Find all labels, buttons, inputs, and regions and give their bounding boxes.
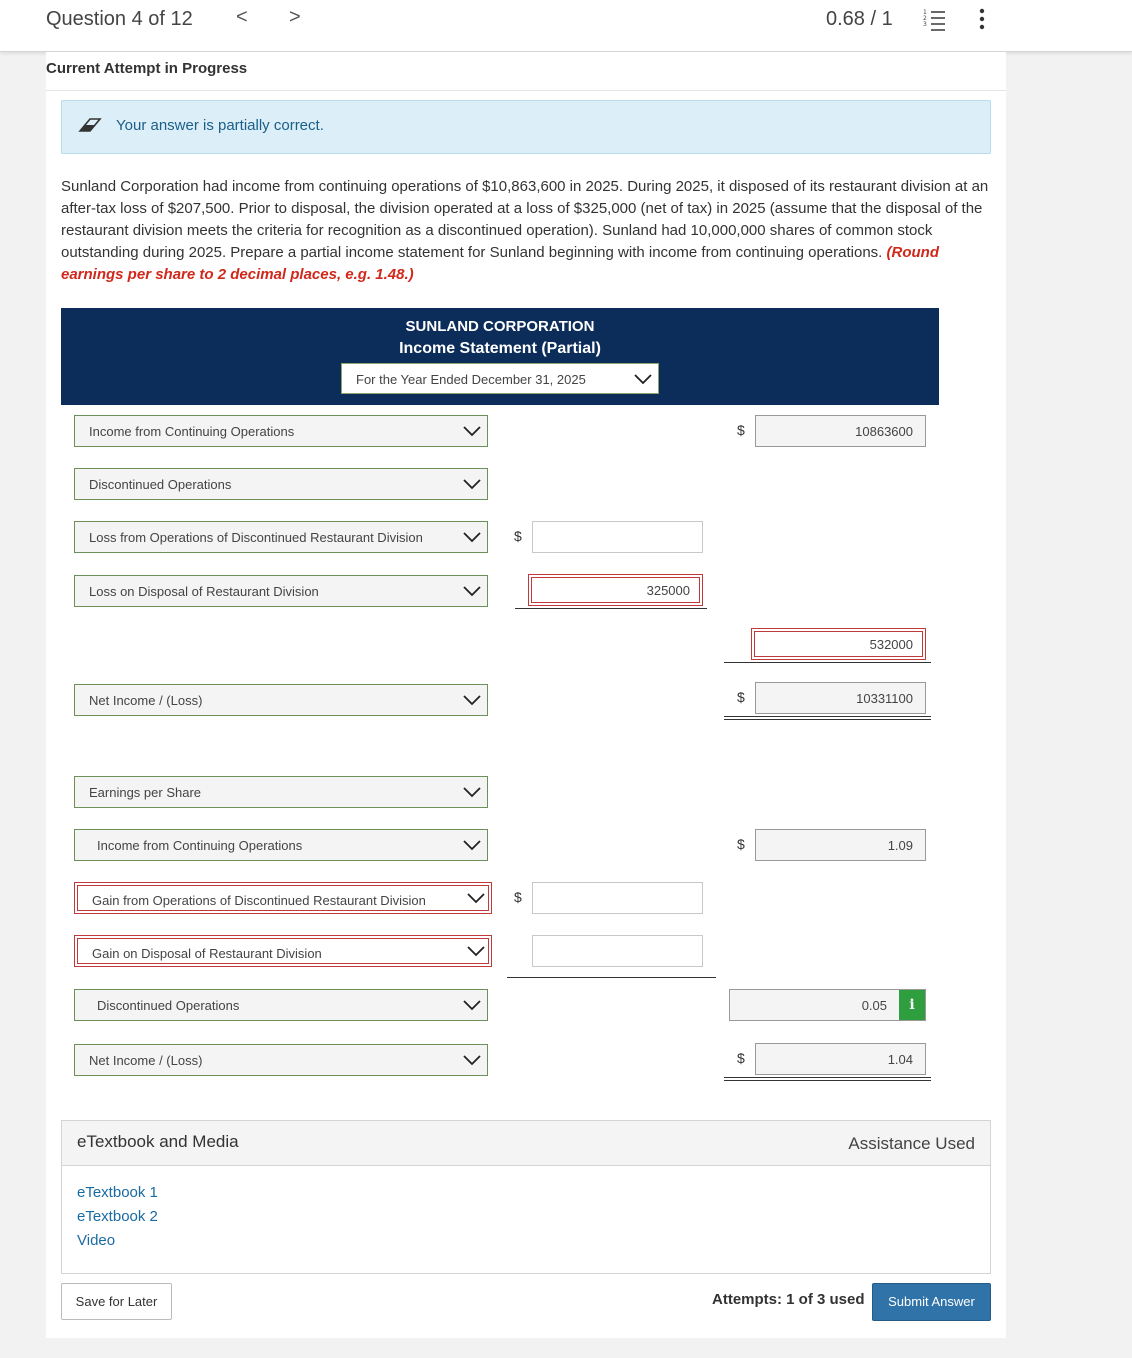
chevron-down-icon: [462, 997, 482, 1013]
row-label-text: Net Income / (Loss): [89, 693, 203, 708]
dollar-sign: $: [514, 528, 522, 544]
amount-input[interactable]: [755, 415, 926, 447]
row-label-text: Earnings per Share: [89, 785, 202, 800]
subtotal-underline: [515, 608, 707, 609]
rounding-note: (Round earnings per share to 2 decimal places, e.g. 1.48.): [61, 244, 939, 283]
amount-input[interactable]: [532, 521, 703, 553]
divider: [46, 90, 1006, 91]
info-icon[interactable]: i: [899, 990, 925, 1020]
chevron-down-icon: [462, 529, 482, 545]
amount-value: 1.09: [887, 838, 913, 853]
double-underline-top: [724, 716, 931, 717]
chevron-down-icon: [462, 837, 482, 853]
submit-answer-button[interactable]: Submit Answer: [872, 1283, 991, 1321]
row-label-text: Loss on Disposal of Restaurant Division: [89, 584, 319, 599]
row-label-dropdown[interactable]: [74, 776, 488, 808]
chevron-down-icon: [633, 371, 653, 387]
previous-question-button[interactable]: <: [236, 6, 248, 28]
amount-input[interactable]: [532, 882, 703, 914]
save-for-later-button[interactable]: Save for Later: [61, 1283, 172, 1320]
svg-text:1: 1: [923, 9, 927, 16]
amount-input[interactable]: [532, 935, 703, 967]
double-underline-bottom: [724, 719, 931, 720]
row-label-text: Discontinued Operations: [97, 998, 240, 1013]
dollar-sign: $: [737, 836, 745, 852]
amount-value: 325000: [646, 583, 690, 598]
chevron-down-icon: [462, 476, 482, 492]
amount-input[interactable]: [755, 682, 926, 714]
amount-value: 1.04: [887, 1052, 913, 1067]
assistance-used-label: Assistance Used: [848, 1134, 975, 1153]
row-label-dropdown[interactable]: [74, 684, 488, 716]
chevron-down-icon: [462, 1052, 482, 1068]
subtotal-input[interactable]: [751, 628, 926, 660]
score-display: 0.68 / 1: [826, 8, 893, 30]
company-name: SUNLAND CORPORATION: [405, 318, 595, 335]
svg-text:2: 2: [923, 15, 927, 22]
dollar-sign: $: [737, 422, 745, 438]
row-label-text: Gain from Operations of Discontinued Restaurant Division: [92, 893, 426, 908]
list-icon[interactable]: [922, 9, 946, 31]
subtotal-underline: [724, 662, 931, 663]
attempts-counter: Attempts: 1 of 3 used: [712, 1291, 865, 1308]
statement-title: Income Statement (Partial): [399, 340, 601, 357]
amount-value: 532000: [869, 637, 913, 652]
dollar-sign: $: [737, 689, 745, 705]
row-label-text: Net Income / (Loss): [89, 1053, 203, 1068]
row-label-text: Gain on Disposal of Restaurant Division: [92, 946, 322, 961]
problem-text: Sunland Corporation had income from continuing operations of $10,863,600 in 2025. During 2025, it disposed of its restaurant division at an after-tax loss of $207,500. Prior to disposal, the division operated at a loss of $325,000 (net of tax) in 2025 (assume that the disposal of the restaurant division meets the criteria for recognition as a discontinued operation). Sunland had 10,000,000 shares of common stock outstanding during 2025. Prepare a partial income statement for Sunland beginning with income from continuing operations.: [61, 178, 989, 261]
row-label-text: Loss from Operations of Discontinued Restaurant Division: [89, 530, 423, 545]
dollar-sign: $: [514, 889, 522, 905]
row-label-dropdown[interactable]: [74, 989, 488, 1021]
amount-value: 0.05: [861, 998, 887, 1013]
dollar-sign: $: [737, 1050, 745, 1066]
chevron-down-icon: [462, 692, 482, 708]
statement-header: [61, 308, 939, 405]
question-counter: Question 4 of 12: [46, 8, 193, 30]
period-dropdown[interactable]: [341, 363, 659, 394]
row-label-dropdown[interactable]: [74, 882, 492, 914]
amount-input[interactable]: [528, 574, 703, 606]
amount-input[interactable]: [729, 989, 926, 1021]
row-label-dropdown[interactable]: [74, 415, 488, 447]
more-vertical-icon[interactable]: [974, 8, 990, 30]
question-panel: [46, 52, 1006, 1338]
row-label-dropdown[interactable]: [74, 935, 492, 967]
media-panel-title: eTextbook and Media: [77, 1132, 239, 1151]
feedback-text: Your answer is partially correct.: [116, 117, 324, 134]
top-bar: [0, 0, 1132, 52]
row-label-dropdown[interactable]: [74, 575, 488, 607]
media-panel-header: [62, 1121, 990, 1166]
row-label-text: Income from Continuing Operations: [97, 838, 303, 853]
chevron-down-icon: [462, 784, 482, 800]
row-label-text: Discontinued Operations: [89, 477, 232, 492]
next-question-button[interactable]: >: [289, 6, 301, 28]
svg-text:3: 3: [923, 21, 927, 28]
eraser-icon: [78, 117, 102, 135]
double-underline-bottom: [724, 1080, 931, 1081]
amount-value: 10863600: [855, 424, 913, 439]
video-link[interactable]: Video: [77, 1232, 116, 1249]
chevron-down-icon: [462, 423, 482, 439]
chevron-down-icon: [466, 890, 486, 906]
feedback-banner: [61, 100, 991, 154]
row-label-dropdown[interactable]: [74, 829, 488, 861]
row-label-dropdown[interactable]: [74, 521, 488, 553]
chevron-down-icon: [466, 943, 486, 959]
row-label-text: Income from Continuing Operations: [89, 424, 295, 439]
problem-statement: [61, 176, 991, 286]
amount-value: 10331100: [856, 691, 913, 706]
etextbook-1-link[interactable]: eTextbook 1: [77, 1184, 158, 1201]
etextbook-2-link[interactable]: eTextbook 2: [77, 1208, 158, 1225]
row-label-dropdown[interactable]: [74, 468, 488, 500]
etextbook-media-panel: [61, 1120, 991, 1274]
attempt-heading: Current Attempt in Progress: [46, 60, 248, 77]
subtotal-underline: [507, 977, 716, 978]
chevron-down-icon: [462, 583, 482, 599]
amount-input[interactable]: [755, 1043, 926, 1075]
period-value: For the Year Ended December 31, 2025: [356, 372, 586, 387]
amount-input[interactable]: [755, 829, 926, 861]
row-label-dropdown[interactable]: [74, 1044, 488, 1076]
double-underline-top: [724, 1077, 931, 1078]
